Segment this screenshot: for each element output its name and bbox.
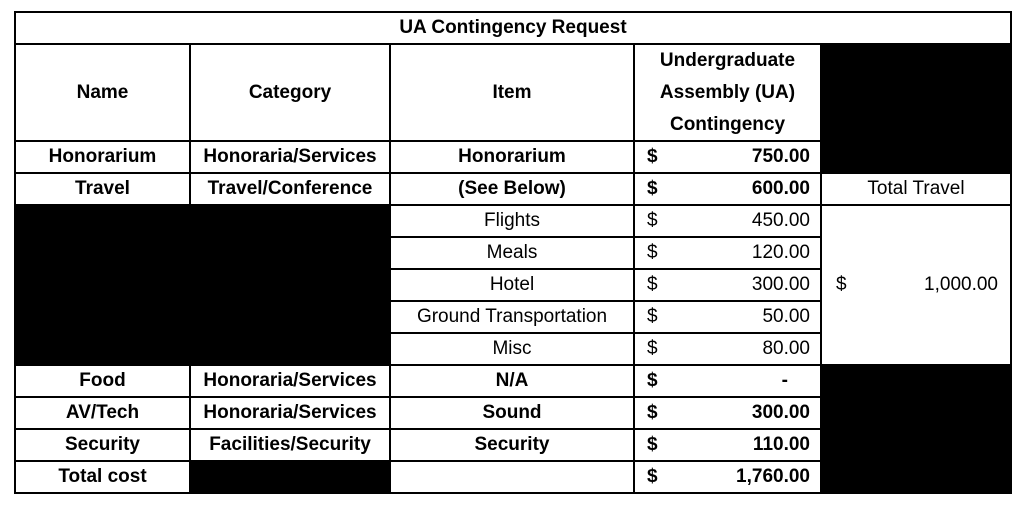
currency-symbol: $ [647,370,658,391]
redacted-cell [820,364,1012,494]
redacted-cell [820,43,1012,174]
currency-symbol: $ [647,146,658,167]
row-avtech-item: Sound [389,396,635,430]
row-travel-amount [633,172,822,206]
header-ua-line2: Assembly (UA) [659,81,796,103]
amount-value: 50.00 [762,306,810,327]
breakdown-amount [633,236,822,270]
row-avtech-name: AV/Tech [14,396,191,430]
currency-symbol: $ [647,306,658,327]
breakdown-item: Misc [389,332,635,366]
currency-symbol: $ [647,338,658,359]
row-avtech-amount [633,396,822,430]
row-total-item-empty [389,460,635,494]
breakdown-amount [633,204,822,238]
table-title: UA Contingency Request [14,11,1012,45]
row-food-category: Honoraria/Services [189,364,391,398]
amount-value: 1,760.00 [736,466,810,487]
row-honorarium-name: Honorarium [14,140,191,174]
redacted-cell [14,204,391,366]
header-item: Item [389,43,635,142]
row-food-item: N/A [389,364,635,398]
row-food-name: Food [14,364,191,398]
amount-value: 80.00 [762,338,810,359]
breakdown-amount [633,268,822,302]
breakdown-item: Hotel [389,268,635,302]
row-security-amount [633,428,822,462]
row-total-name: Total cost [14,460,191,494]
amount-value: 600.00 [751,178,810,199]
row-honorarium-item: Honorarium [389,140,635,174]
row-travel-name: Travel [14,172,191,206]
amount-value: 300.00 [751,402,810,423]
row-food-amount [633,364,822,398]
currency-symbol: $ [647,402,658,423]
amount-value: 450.00 [751,210,810,231]
currency-symbol: $ [647,178,658,199]
amount-value: 750.00 [751,146,810,167]
breakdown-item: Flights [389,204,635,238]
currency-symbol: $ [647,466,658,487]
amount-value: 1,000.00 [924,274,998,295]
amount-value: 110.00 [752,434,810,455]
row-security-category: Facilities/Security [189,428,391,462]
currency-symbol: $ [647,434,658,455]
breakdown-amount [633,300,822,334]
row-honorarium-amount [633,140,822,174]
row-avtech-category: Honoraria/Services [189,396,391,430]
row-honorarium-category: Honoraria/Services [189,140,391,174]
header-ua-line3: Contingency [669,113,786,135]
row-travel-category: Travel/Conference [189,172,391,206]
amount-value: - [781,370,788,391]
currency-symbol: $ [647,242,658,263]
row-total-amount [633,460,822,494]
total-travel-amount [820,204,1012,366]
currency-symbol: $ [647,210,658,231]
amount-value: 120.00 [751,242,810,263]
breakdown-item: Meals [389,236,635,270]
header-name: Name [14,43,191,142]
total-travel-label: Total Travel [820,172,1012,206]
header-ua-contingency [633,43,822,142]
breakdown-amount [633,332,822,366]
currency-symbol: $ [836,274,847,295]
row-security-item: Security [389,428,635,462]
breakdown-item: Ground Transportation [389,300,635,334]
header-category: Category [189,43,391,142]
amount-value: 300.00 [751,274,810,295]
row-security-name: Security [14,428,191,462]
row-travel-item: (See Below) [389,172,635,206]
currency-symbol: $ [647,274,658,295]
redacted-cell [189,460,391,494]
header-ua-line1: Undergraduate [659,49,796,71]
